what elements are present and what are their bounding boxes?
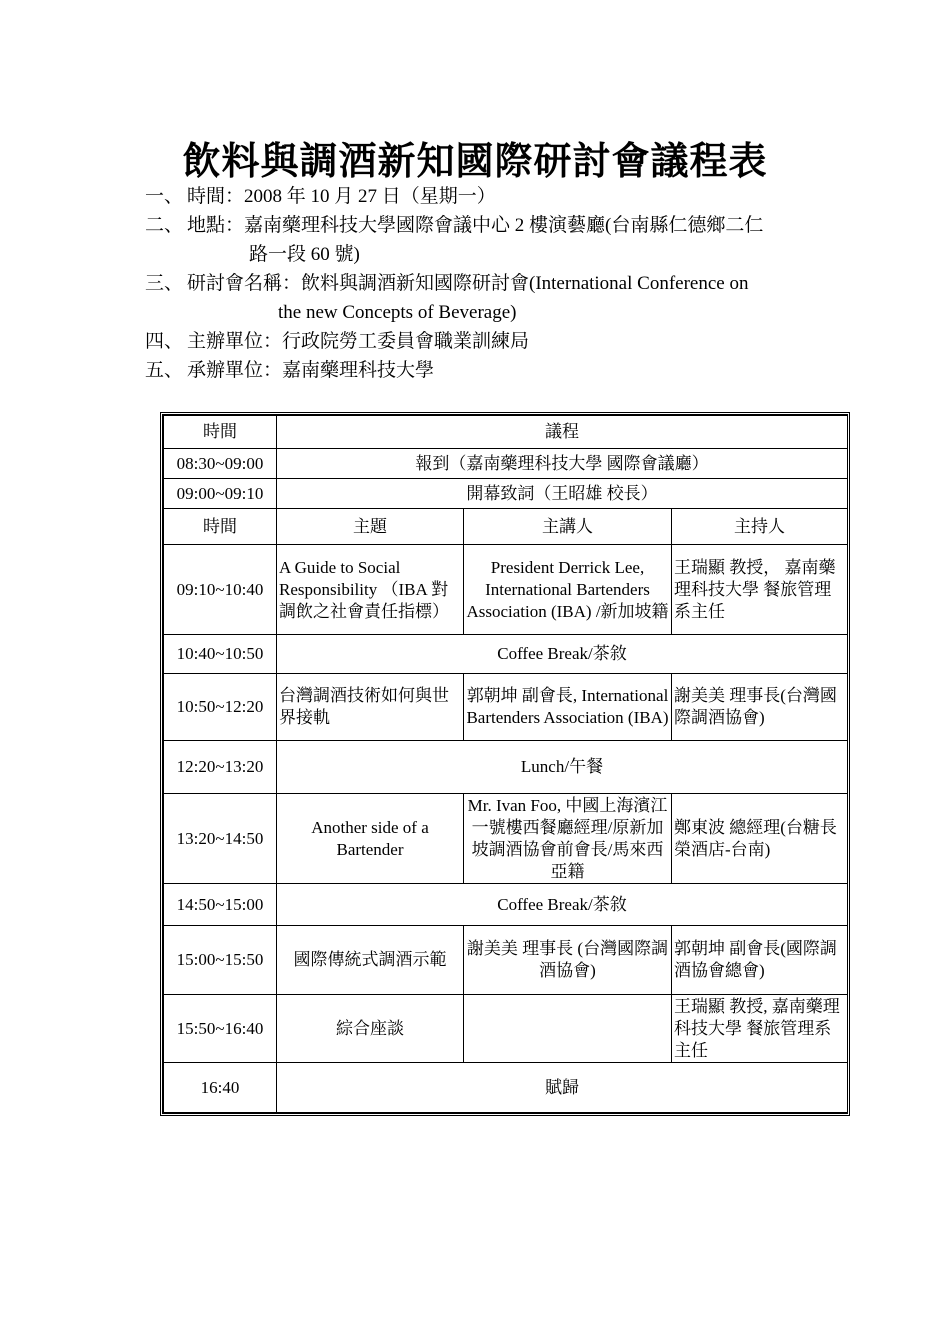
table-row <box>164 1063 848 1113</box>
info-host <box>145 327 763 356</box>
info-number: 二、 <box>145 215 184 236</box>
info-number: 四、 <box>145 331 184 352</box>
row-moderator: 王瑞顯 教授， 嘉南藥理科技大學 餐旅管理系主任 <box>672 545 848 635</box>
row-speaker <box>464 995 672 1063</box>
table-row <box>164 926 848 995</box>
header-topic: 主題 <box>277 509 464 545</box>
document-title: 飲料與調酒新知國際研討會議程表 <box>182 138 768 183</box>
table-row <box>164 545 848 635</box>
row-topic: 國際傳統式調酒示範 <box>277 926 464 995</box>
info-text: 地點：嘉南藥理科技大學國際會議中心 2 樓演藝廳(台南縣仁德鄉二仁 <box>187 215 764 236</box>
row-topic: 綜合座談 <box>277 995 464 1063</box>
row-time: 10:40~10:50 <box>164 635 277 674</box>
table-row <box>164 995 848 1063</box>
row-time: 15:00~15:50 <box>164 926 277 995</box>
header-time: 時間 <box>164 509 277 545</box>
info-text: 承辦單位：嘉南藥理科技大學 <box>187 360 435 381</box>
row-topic: A Guide to Social Responsibility （IBA 對調飲之社會責任指標） <box>277 545 464 635</box>
header-moderator: 主持人 <box>672 509 848 545</box>
header-time: 時間 <box>164 416 277 449</box>
row-speaker: 謝美美 理事長 (台灣國際調酒協會) <box>464 926 672 995</box>
row-event: 賦歸 <box>277 1063 848 1113</box>
row-event: Coffee Break/茶敘 <box>277 635 848 674</box>
table-subheader-row <box>164 509 848 545</box>
info-text: 研討會名稱：飲料與調酒新知國際研討會(International Conference on <box>187 273 749 294</box>
row-time: 14:50~15:00 <box>164 884 277 926</box>
table-header-row <box>164 416 848 449</box>
table-row <box>164 741 848 794</box>
row-event: 報到（嘉南藥理科技大學 國際會議廳） <box>277 449 848 479</box>
info-text: 時間：2008 年 10 月 27 日（星期一） <box>187 186 496 207</box>
row-speaker: 郭朝坤 副會長, International Bartenders Association (IBA) <box>464 674 672 741</box>
row-moderator: 鄭東波 總經理(台糖長榮酒店-台南) <box>672 794 848 884</box>
table-row <box>164 674 848 741</box>
row-event: Lunch/午餐 <box>277 741 848 794</box>
table-row <box>164 884 848 926</box>
header-speaker: 主講人 <box>464 509 672 545</box>
table-row <box>164 794 848 884</box>
row-time: 09:00~09:10 <box>164 479 277 509</box>
info-number: 三、 <box>145 273 184 294</box>
info-organizer <box>145 356 763 385</box>
row-topic: Another side of a Bartender <box>277 794 464 884</box>
row-time: 16:40 <box>164 1063 277 1113</box>
agenda-table-frame <box>160 412 850 1116</box>
row-time: 10:50~12:20 <box>164 674 277 741</box>
info-name-cont <box>145 298 763 327</box>
table-row <box>164 479 848 509</box>
row-time: 13:20~14:50 <box>164 794 277 884</box>
info-text: the new Concepts of Beverage) <box>278 302 517 323</box>
row-time: 08:30~09:00 <box>164 449 277 479</box>
row-event: Coffee Break/茶敘 <box>277 884 848 926</box>
row-time: 09:10~10:40 <box>164 545 277 635</box>
info-place-cont <box>145 240 763 269</box>
info-text: 主辦單位：行政院勞工委員會職業訓練局 <box>187 331 530 352</box>
row-topic: 台灣調酒技術如何與世界接軌 <box>277 674 464 741</box>
table-row <box>164 449 848 479</box>
info-text: 路一段 60 號) <box>249 244 360 265</box>
row-time: 15:50~16:40 <box>164 995 277 1063</box>
row-moderator: 王瑞顯 教授, 嘉南藥理科技大學 餐旅管理系主任 <box>672 995 848 1063</box>
info-place <box>145 211 763 240</box>
row-event: 開幕致詞（王昭雄 校長） <box>277 479 848 509</box>
info-number: 一、 <box>145 186 184 207</box>
info-section <box>145 182 763 385</box>
row-moderator: 謝美美 理事長(台灣國際調酒協會) <box>672 674 848 741</box>
row-speaker: President Derrick Lee, International Bartenders Association (IBA) /新加坡籍 <box>464 545 672 635</box>
table-row <box>164 635 848 674</box>
header-agenda: 議程 <box>277 416 848 449</box>
agenda-table <box>163 415 848 1113</box>
row-time: 12:20~13:20 <box>164 741 277 794</box>
row-speaker: Mr. Ivan Foo, 中國上海濱江一號樓西餐廳經理/原新加坡調酒協會前會長/馬來西亞籍 <box>464 794 672 884</box>
info-time <box>145 182 763 211</box>
info-number: 五、 <box>145 360 184 381</box>
info-name <box>145 269 763 298</box>
row-moderator: 郭朝坤 副會長(國際調酒協會總會) <box>672 926 848 995</box>
